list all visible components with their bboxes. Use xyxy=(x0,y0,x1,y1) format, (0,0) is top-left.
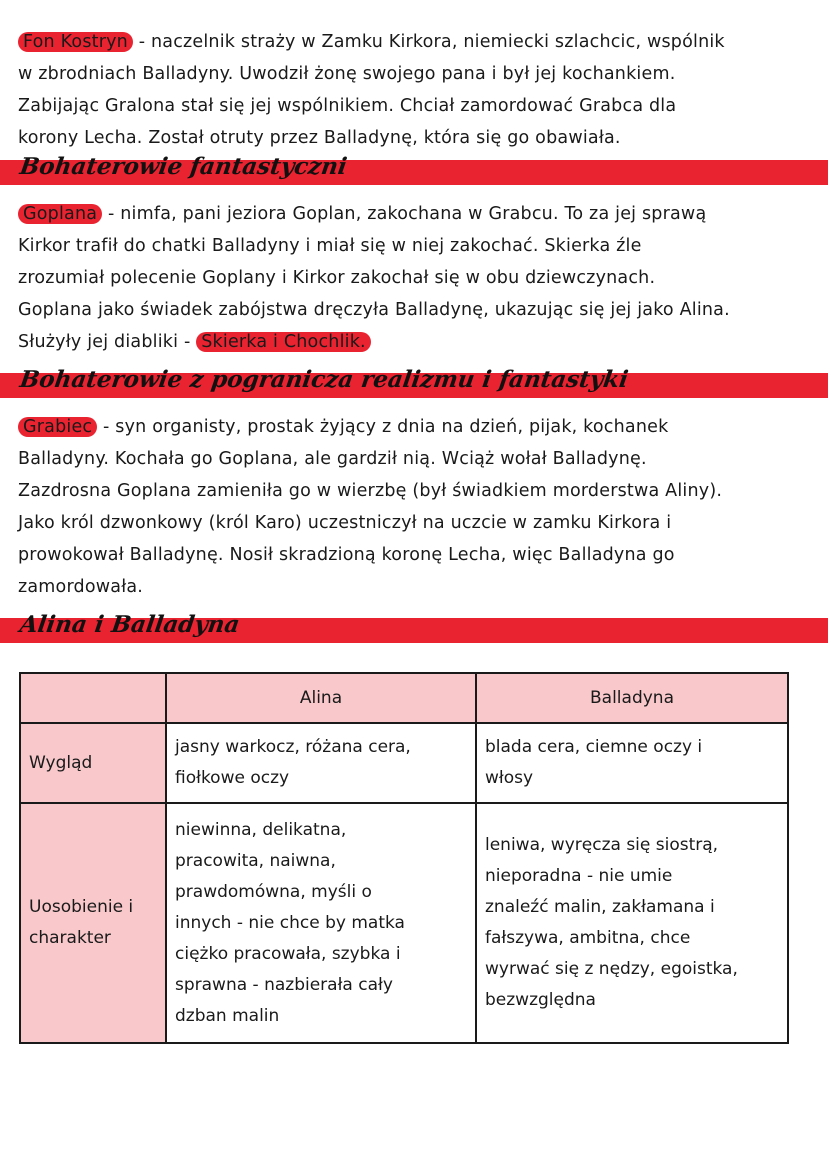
table-header-row xyxy=(20,673,788,723)
cell-balladyna-wyglad: blada cera, ciemne oczy i włosy xyxy=(476,723,788,803)
row-label-wyglad: Wygląd xyxy=(20,723,166,803)
cell-alina-charakter: niewinna, delikatna, pracowita, naiwna, prawdomówna, myśli o innych - nie chce by matka ciężko pracowała, szybka i sprawna - nazbierała cały dzban malin xyxy=(166,803,476,1043)
table-row xyxy=(20,723,788,803)
highlight-goplana: Goplana xyxy=(18,204,102,224)
section-heading: Bohaterowie fantastyczni xyxy=(18,153,349,180)
paragraph-grabiec: Grabiec - syn organisty, prostak żyjący z dnia na dzień, pijak, kochanek Balladyny. Kochała go Goplana, ale gardził nią. Wciąż wołał Balladynę. Zazdrosna Goplana zamieniła go w wierzbę (był świadkiem morderstwa Aliny). Jako król dzwonkowy (król Karo) uczestniczył na uczcie w zamku Kirkora i prowokował Balladynę. Nosił skradzioną koronę Lecha, więc Balladyna go zamordowała. xyxy=(18,417,723,597)
table-corner-cell xyxy=(20,673,166,723)
highlight-fon-kostryn: Fon Kostryn xyxy=(18,32,133,52)
column-header-balladyna: Balladyna xyxy=(476,673,788,723)
cell-balladyna-charakter: leniwa, wyręcza się siostrą, nieporadna - nie umie znaleźć malin, zakłamana i fałszywa, ambitna, chce wyrwać się z nędzy, egoistka, bezwzględna xyxy=(476,803,788,1043)
column-header-alina: Alina xyxy=(166,673,476,723)
comparison-table xyxy=(19,672,789,1044)
section-band-borderline xyxy=(0,366,828,398)
section-band-fantastic xyxy=(0,153,828,185)
paragraph-goplana: Goplana - nimfa, pani jeziora Goplan, zakochana w Grabcu. To za jej sprawą Kirkor trafił do chatki Balladyny i miał się w niej zakochać. Skierka źle zrozumiał polecenie Goplany i Kirkor zakochał się w obu dziewczynach. Goplana jako świadek zabójstwa dręczyła Balladynę, ukazując się jej jako Alina. Służyły jej diabliki - Skierka i Chochlik. xyxy=(18,204,730,352)
section-heading: Alina i Balladyna xyxy=(18,611,242,638)
highlight-skierka-chochlik: Skierka i Chochlik. xyxy=(196,332,371,352)
section-heading: Bohaterowie z pogranicza realizmu i fantastyki xyxy=(18,366,630,393)
paragraph-fon-kostryn: Fon Kostryn - naczelnik straży w Zamku Kirkora, niemiecki szlachcic, wspólnik w zbrodniach Balladyny. Uwodził żonę swojego pana i był jej kochankiem. Zabijając Gralona stał się jej wspólnikiem. Chciał zamordować Grabca dla korony Lecha. Został otruty przez Balladynę, która się go obawiała. xyxy=(18,32,725,148)
row-label-charakter: Uosobienie i charakter xyxy=(20,803,166,1043)
highlight-grabiec: Grabiec xyxy=(18,417,97,437)
cell-alina-wyglad: jasny warkocz, różana cera, fiołkowe oczy xyxy=(166,723,476,803)
section-band-alina-balladyna xyxy=(0,611,828,643)
table-row xyxy=(20,803,788,1043)
